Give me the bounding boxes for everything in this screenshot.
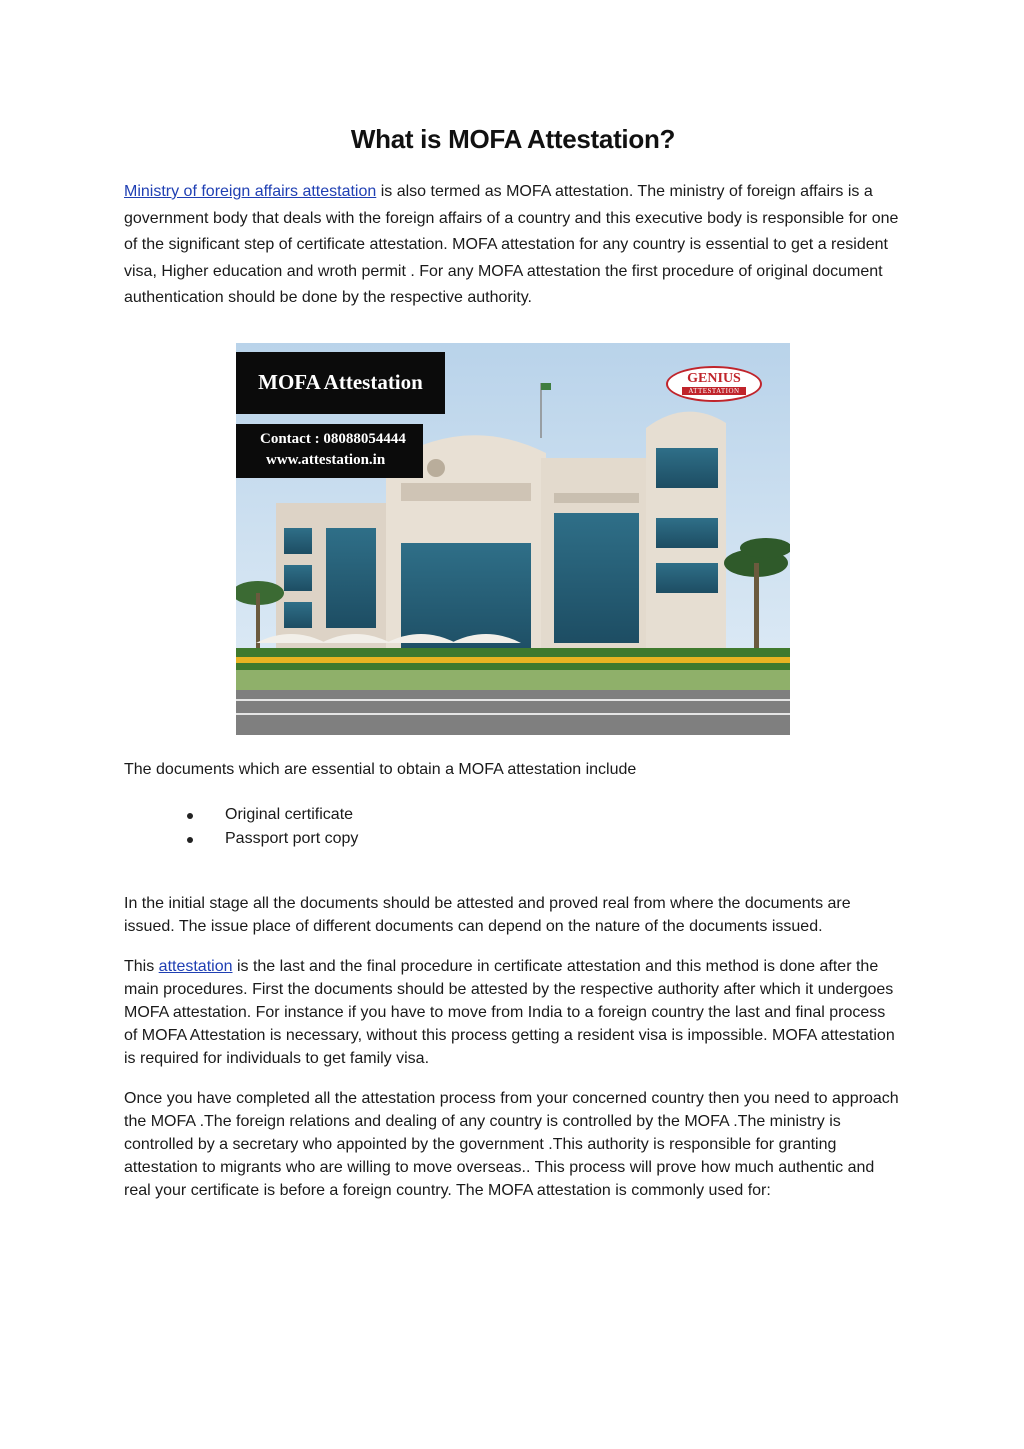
attestation-link[interactable]: attestation — [158, 957, 233, 975]
documents-list — [124, 803, 902, 851]
banner-website: www.attestation.in — [266, 451, 386, 468]
banner-contact-box — [236, 424, 423, 478]
logo-main-text: GENIUS — [687, 371, 741, 386]
list-item: Passport port copy — [124, 827, 902, 851]
intro-text: is also termed as MOFA attestation. The ministry of foreign affairs is a government body that deals with the foreign affairs of a country and this executive body is responsible for one of the significant step of certificate attestation. MOFA attestation for any country is essential to get a resident visa, Higher education and wroth permit . For any MOFA attestation the first procedure of original document authentication should be done by the respective authority. — [124, 183, 899, 306]
mofa-link[interactable]: Ministry of foreign affairs attestation — [124, 183, 377, 200]
completion-paragraph: Once you have completed all the attestation process from your concerned country then you need to approach the MOFA .The foreign relations and dealing of any country is controlled by the MOFA .The ministry is controlled by a secretary who appointed by the government .This authority is responsible for granting attestation to migrants who are willing to move overseas.. This process will prove how much authentic and real your certificate is before a foreign country. The MOFA attestation is commonly used for: — [124, 1089, 899, 1199]
final-text: is the last and the final procedure in certificate attestation and this method is done after the main procedures. First the documents should be attested by the respective authority after which it undergoes MOFA attestation. For instance if you have to move from India to a foreign country the last and final process of MOFA Attestation is necessary, without this process getting a resident visa is impossible. MOFA attestation is required for individuals to get family visa. — [124, 957, 895, 1067]
logo-sub-text: ATTESTATION — [682, 387, 745, 395]
final-prefix: This — [124, 957, 159, 975]
page-title: What is MOFA Attestation? — [350, 124, 676, 154]
mofa-building-image — [236, 343, 790, 735]
document-body — [124, 124, 902, 1202]
intro-paragraph — [124, 179, 902, 312]
list-item: Original certificate — [124, 803, 902, 827]
final-procedure-paragraph — [124, 955, 902, 1070]
genius-logo — [666, 366, 762, 402]
initial-stage-paragraph: In the initial stage all the documents should be attested and proved real from where the documents are issued. The issue place of different documents can depend on the nature of the documents issued. — [124, 894, 851, 935]
banner-contact: Contact : 08088054444 — [260, 430, 406, 447]
banner-title: MOFA Attestation — [236, 352, 445, 414]
documents-lead: The documents which are essential to obtain a MOFA attestation include — [124, 760, 637, 778]
